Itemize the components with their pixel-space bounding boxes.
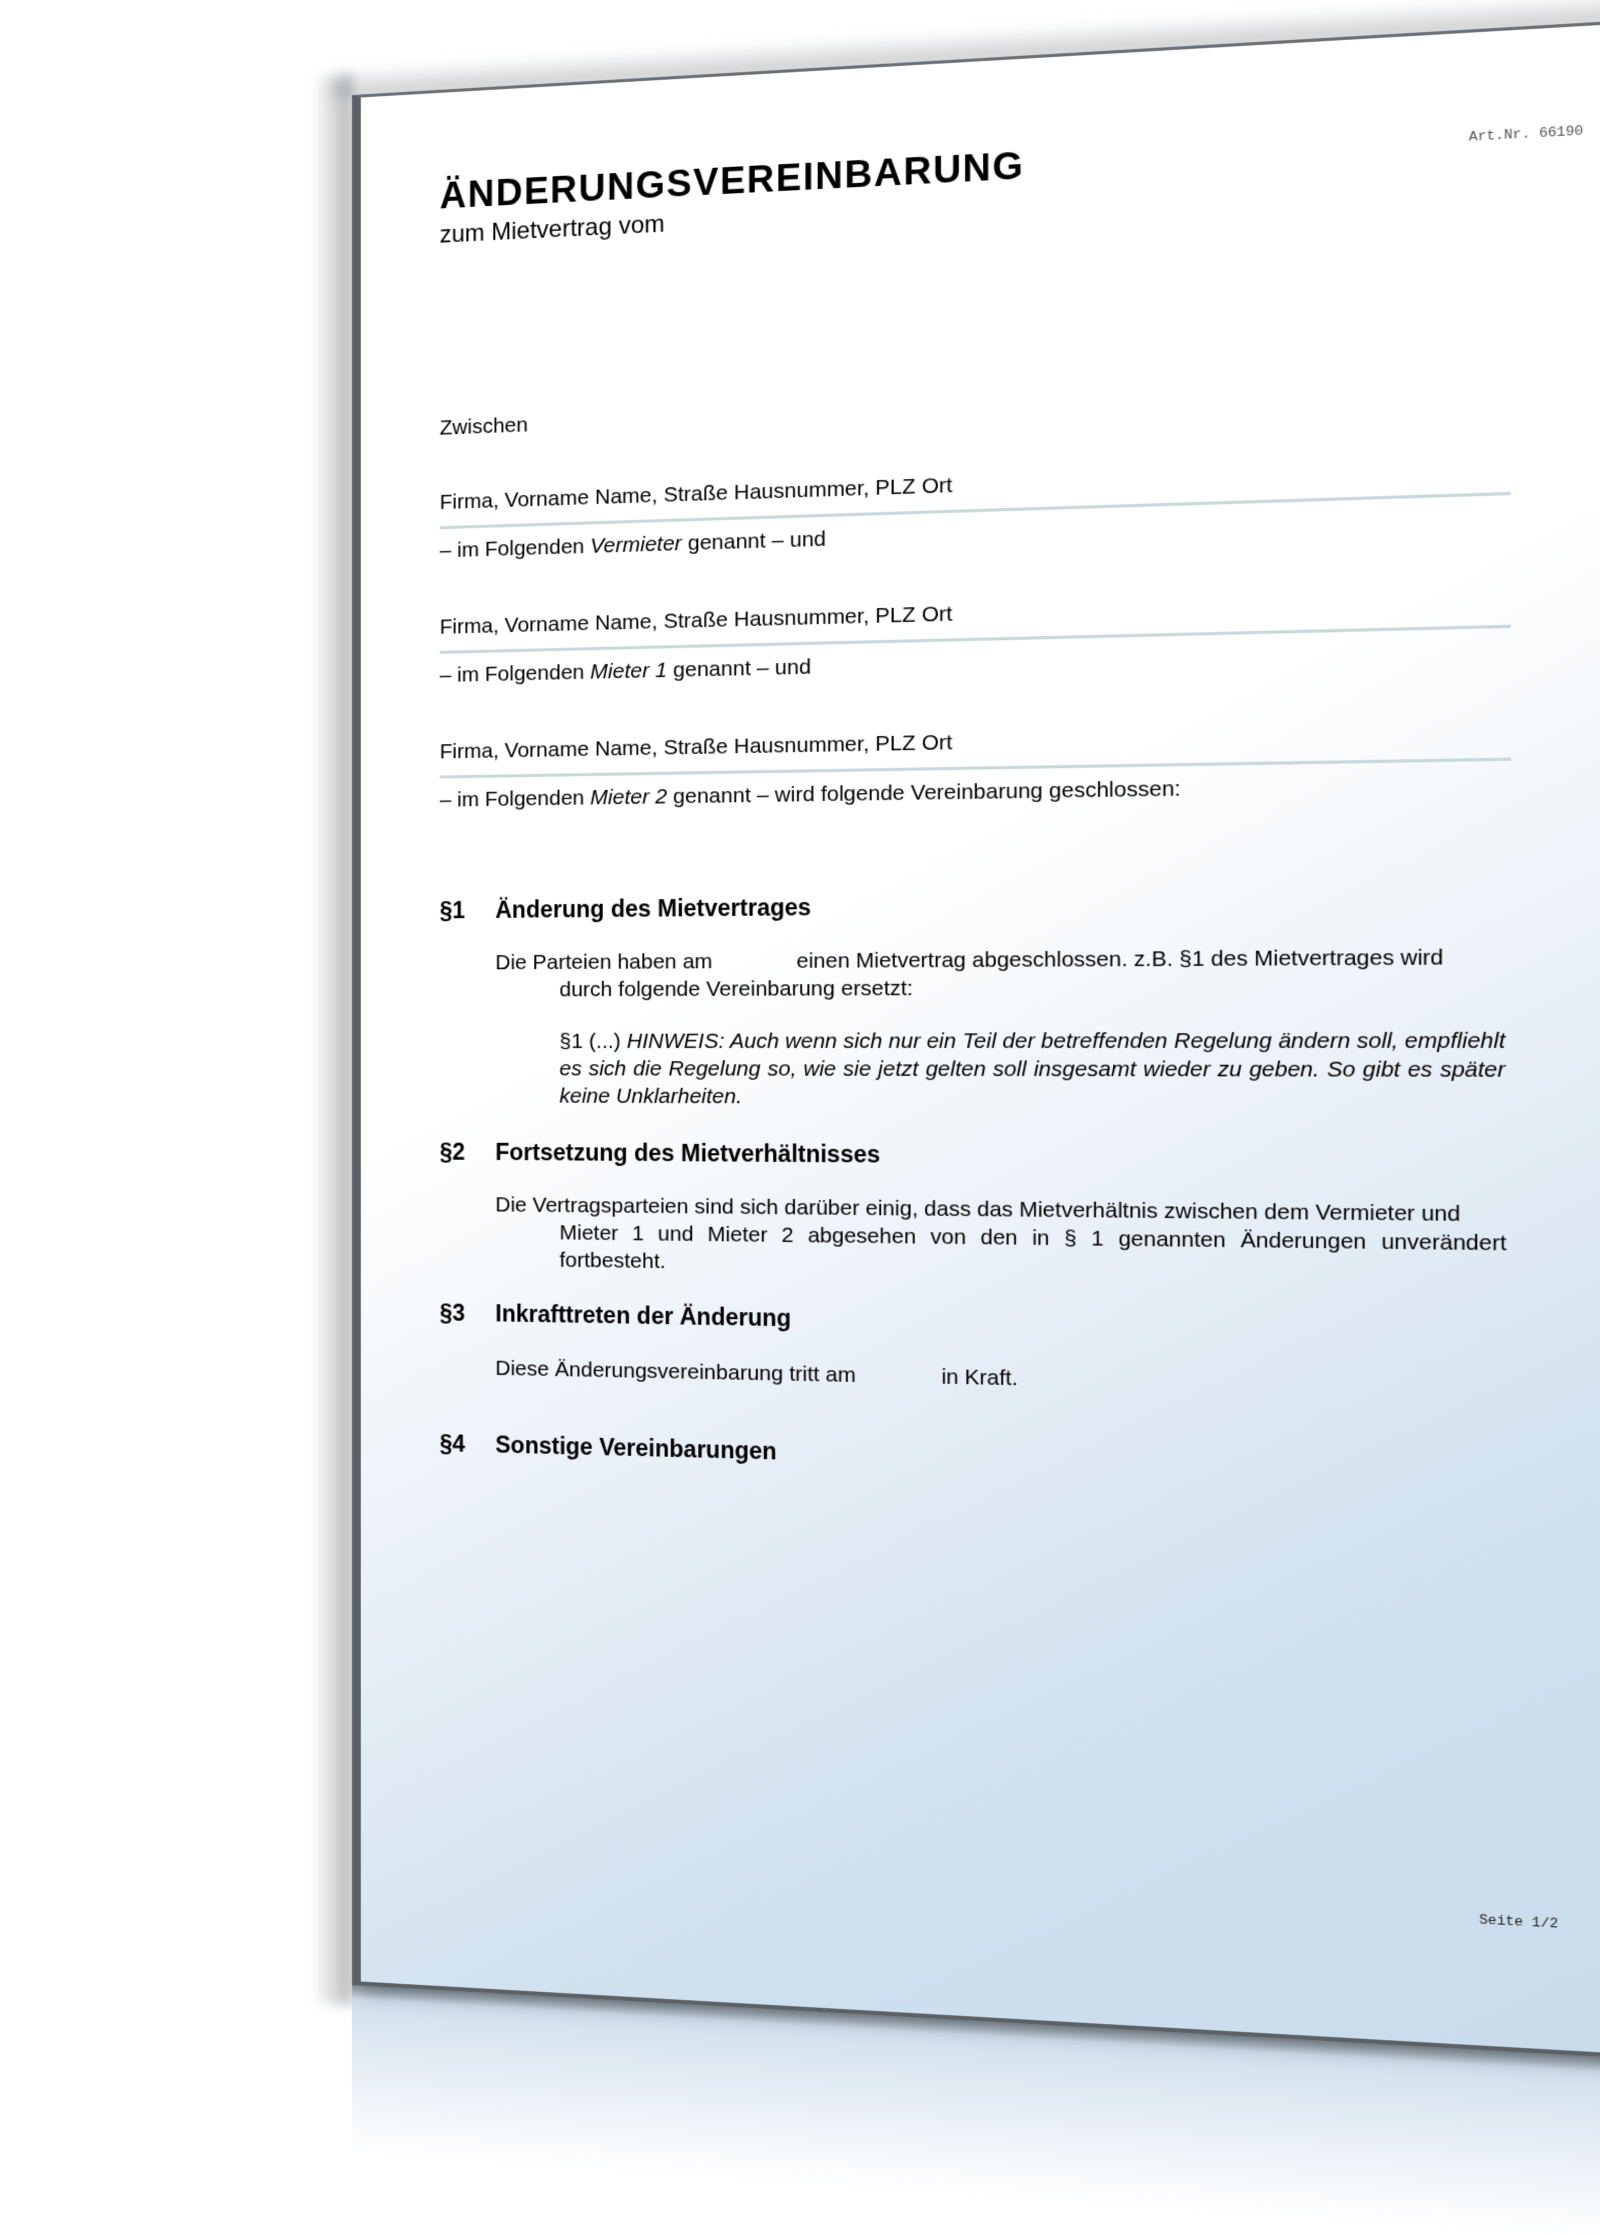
section-1-note-hint: HINWEIS: Auch wenn sich nur ein Teil der betreffenden Regelung ändern soll, empfliehlt es sich die Regelung so, wie sie jetzt gelten soll insgesamt wieder zu geben. So gibt es später keine Unklarheiten.	[559, 1029, 1505, 1109]
party-2-role-prefix: – im Folgenden	[440, 661, 585, 688]
section-2-text: Die Vertragsparteien sind sich darüber einig, dass das Mietverhältnis zwischen dem Vermieter und	[495, 1193, 1460, 1226]
party-1-role-name: Vermieter	[590, 532, 682, 558]
section-2-body	[495, 1191, 1506, 1286]
party-2-role	[440, 655, 811, 688]
section-2-number: §2	[440, 1138, 496, 1166]
section-3-text-after-gap: in Kraft.	[941, 1365, 1017, 1390]
section-3-body	[495, 1355, 1506, 1403]
party-2-role-name: Mieter 1	[590, 659, 667, 684]
party-3-role-name: Mieter 2	[590, 785, 667, 810]
section-3-date-blank	[862, 1382, 935, 1383]
document-subtitle: zum Mietvertrag vom	[440, 210, 665, 250]
party-3-role-suffix: genannt – wird folgende Vereinbarung geschlossen:	[673, 777, 1181, 809]
party-1-role-suffix: genannt – und	[688, 527, 826, 555]
between-label: Zwischen	[440, 413, 528, 441]
section-2-title: Fortsetzung des Mietverhältnisses	[495, 1139, 880, 1168]
section-1-note	[559, 1026, 1505, 1113]
document-title: ÄNDERUNGSVEREINBARUNG	[440, 144, 1025, 217]
party-1-role	[440, 527, 826, 563]
party-2-address: Firma, Vorname Name, Straße Hausnummer, PLZ Ort	[440, 602, 953, 640]
section-4-title: Sonstige Vereinbarungen	[495, 1431, 776, 1464]
section-2-heading	[440, 1138, 881, 1168]
party-3-role-prefix: – im Folgenden	[440, 786, 585, 811]
document-page	[352, 20, 1600, 2058]
section-4-heading	[440, 1430, 777, 1466]
party-1-address: Firma, Vorname Name, Straße Hausnummer, PLZ Ort	[440, 474, 953, 516]
party-3-role	[440, 777, 1181, 813]
section-1-body	[495, 943, 1506, 1004]
page-shadow-left	[313, 75, 352, 2005]
section-2-text-cont: Mieter 1 und Mieter 2 abgesehen von den in § 1 genannten Änderungen unverändert fortbesteht.	[495, 1218, 1506, 1286]
section-1-text-before-gap: Die Parteien haben am	[495, 950, 712, 975]
page-number: Seite 1/2	[1479, 1912, 1558, 1932]
section-1-number: §1	[440, 897, 496, 925]
party-2-role-suffix: genannt – und	[673, 655, 811, 682]
document-page-wrapper	[352, 20, 1600, 2058]
section-4-number: §4	[440, 1430, 496, 1459]
section-1-title: Änderung des Mietvertrages	[495, 894, 811, 923]
section-3-heading	[440, 1299, 791, 1332]
section-1-heading	[440, 894, 811, 925]
section-1-note-prefix: §1 (...)	[559, 1030, 620, 1053]
party-3-address: Firma, Vorname Name, Straße Hausnummer, PLZ Ort	[440, 731, 953, 765]
section-1-text-after-gap: einen Mietvertrag abgeschlossen. z.B. §1 des Mietvertrages wird	[796, 945, 1443, 973]
section-3-text-before-gap: Diese Änderungsvereinbarung tritt am	[495, 1357, 855, 1387]
section-3-number: §3	[440, 1299, 496, 1327]
party-1-role-prefix: – im Folgenden	[440, 535, 585, 563]
section-1-text-line2: durch folgende Vereinbarung ersetzt:	[495, 972, 1506, 1004]
section-3-title: Inkrafttreten der Änderung	[495, 1300, 791, 1331]
article-number: Art.Nr. 66190	[1469, 123, 1583, 145]
